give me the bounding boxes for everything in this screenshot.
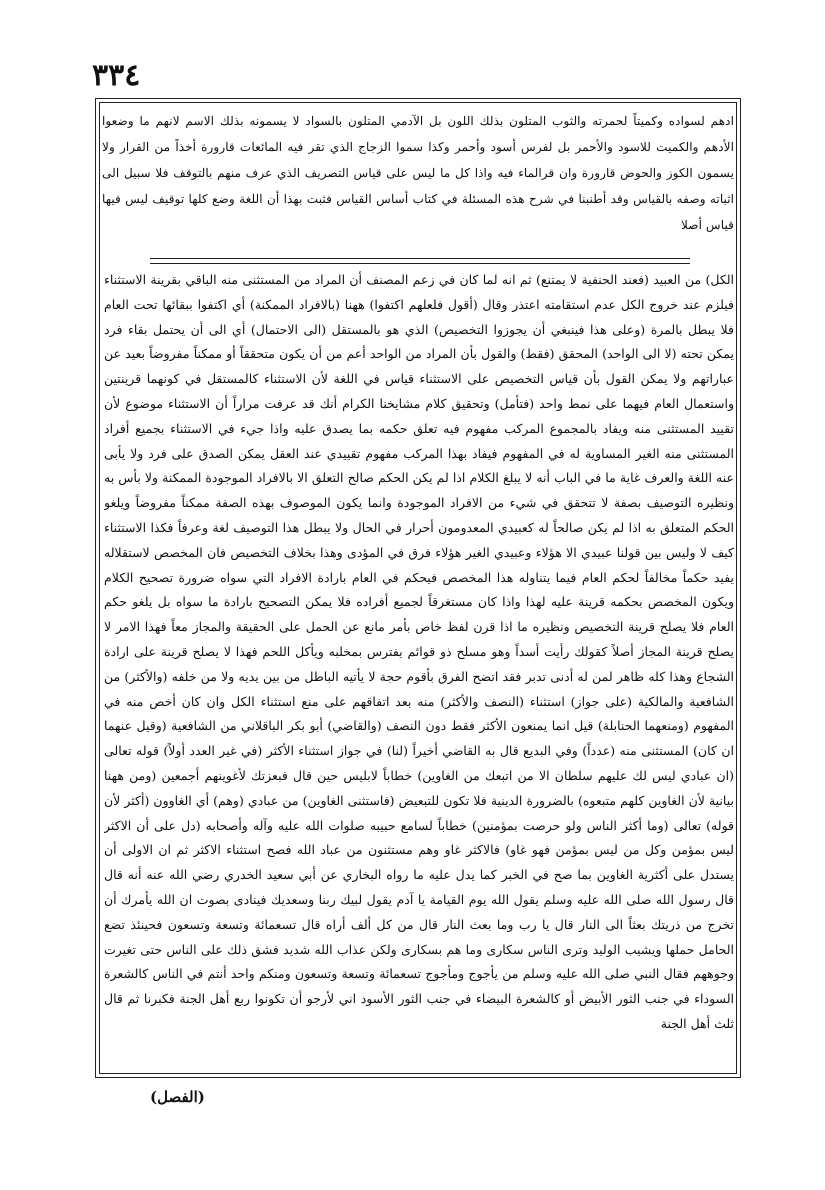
margin-commentary [102,108,734,248]
page-number: ٣٣٤ [92,58,141,93]
main-text: الكل) من العبيد (فعند الحنفية لا يمتنع) ثم انه لما كان في زعم المصنف أن المراد من المستثنى منه الباقي بقرينة الاستثناء فيلزم عند خروج الكل عدم استقامته اعتذر وقال (أقول فلعلهم اكتفوا) ههنا (بالافراد الممكنة) أي اكتفوا ببقائها تحت العام فلا يبطل بالمرة (وعلى هذا فينبغي أن يجوزوا التخصيص) الذي هو بالمستقل (الى الاحتمال) أي الى أن يحتمل بقاء فرد يمكن تحته (لا الى الواحد) المحقق (فقط) والقول بأن المراد من الواحد أعم من أن يكون متحققاً أو ممكناً مفروضاً بعيد عن عباراتهم ولا يمكن القول بأن قياس التخصيص على الاستثناء قياس في اللغة لأن الاستثناء كالمستقل في كونهما قرينتين واستعمال العام فيهما على نمط واحد (فتأمل) وتحقيق كلام مشايخنا الكرام أنك قد عرفت مراراً أن الاستثناء موضوع لأن تقييد المستثنى منه ويفاد بالمجموع المركب مفهوم فيه تعلق حكمه بما يصدق عليه واذا جيء في الاستثناء بجميع أفراد المستثنى منه الغير المساوية له في المفهوم فيفاد بهذا المركب مفهوم تقييدي عند العقل يمكن الصدق على فرد ولا يأبى عنه اللغة والعرف غاية ما في الباب أنه لا يبلغ الكلام اذا لم يكن الحكم صالح التعلق الا بالافراد الموجودة الممكنة ولا بأس به ونظيره التوصيف بصفة لا تتحقق في شيء من الافراد الموجودة وانما يكون الموصوف بهذه الصفة ممكناً مفروضاً ويلغو الحكم المتعلق به اذا لم يكن صالحاً له كعبيدي المعدومون أحرار في الحال ولا يبطل هذا التوصيف لغة وعرفاً فكذا الاستثناء كيف لا وليس بين قولنا عبيدي الا هؤلاء وعبيدي الغير هؤلاء فرق في المؤدى وهذا بخلاف التخصيص فان المخصص لاستقلاله يفيد حكماً مخالفاً لحكم العام فيما يتناوله هذا المخصص فيحكم في العام بارادة الافراد التي سواه ضرورة تصحيح الكلام ويكون المخصص بحكمه قرينة عليه لهذا واذا كان مستغرقاً لجميع أفراده فلا يمكن التصحيح بارادة ما سواه بل يلغو حكم العام فلا يصلح قرينة التخصيص ونظيره ما اذا قرن لفظ خاص بأمر مانع عن الحمل على الحقيقة والمجاز معاً فهذا الامر لا يصلح قرينة المجاز أصلاً كقولك رأيت أسداً وهو مسلح ذو قوائم يفترس بمخلبه ويأكل اللحم فهذا لا يصلح قرينة على ارادة الشجاع وهذا كله ظاهر لمن له أدنى تدبر فقد اتضح الفرق بأقوم حجة لا يأتيه الباطل من بين يديه ولا من خلفه (والأكثر) من الشافعية والمالكية (على جواز) استثناء (النصف والأكثر) منه بعد اتفاقهم على منع استثناء الكل وان كان أخص منه في المفهوم (ومنعهما الحنابلة) قيل انما يمنعون الأكثر فقط دون النصف (والقاضي) أبو بكر الباقلاني من الشافعية (وقيل عنهما ان كان) المستثنى منه (عدداً) وفي البديع قال به القاضي أخيراً (لنا) في جواز استثناء الأكثر (في غير العدد أولاً) قوله تعالى (ان عبادي ليس لك عليهم سلطان الا من اتبعك من الغاوين) خطاباً لابليس حين قال فبعزتك لأغوينهم أجمعين (ومن ههنا بيانية لأن الغاوين كلهم متبعوه) بالضرورة الدينية فلا تكون للتبعيض (فاستثنى الغاوين) من عبادي (وهم) أي الغاوون (أكثر لأن قوله) تعالى (وما أكثر الناس ولو حرصت بمؤمنين) خطاباً لسامع حبيبه صلوات الله عليه وآله وأصحابه (دل على أن الاكثر ليس بمؤمن وكل من ليس بمؤمن فهو غاو) فالاكثر غاو وهم مستثنون من عباد الله فصح استثناء الاكثر ثم ان الاولى أن يستدل على أكثرية الغاوين بما صح في الخبر كما يدل عليه ما رواه البخاري عن أبي سعيد الخدري رضي الله عنه أنه قال قال رسول الله صلى الله عليه وسلم يقول الله يوم القيامة يا آدم يقول لبيك ربنا وسعديك فينادى بصوت ان الله يأمرك أن تخرج من ذريتك بعثاً الى النار قال يا رب وما بعث النار قال من كل ألف أراه قال تسعمائة وتسعة وتسعون فحينئذ تضع الحامل حملها ويشيب الوليد وترى الناس سكارى وما هم بسكارى ولكن عذاب الله شديد فشق ذلك على الناس حتى تغيرت وجوههم فقال النبي صلى الله عليه وسلم من يأجوج ومأجوج تسعمائة وتسعة وتسعون ومنكم واحد أنتم في الناس كالشعرة السوداء في جنب الثور الأبيض أو كالشعرة البيضاء في جنب الثور الأسود اني لأرجو أن تكونوا ربع أهل الجنة فكبرنا ثم قال ثلث أهل الجنة [104,272,734,1031]
main-body [104,268,734,1068]
separator-rule [150,258,690,264]
catchword: (الفصل) [150,1088,205,1106]
margin-text: ادهم لسواده وكميتاً لحمرته والثوب المتلون بذلك اللون بل الآدمي المتلون بالسواد لا يسمونه بذلك الاسم لانهم ما وضعوا الأدهم والكميت للاسود والأحمر بل لفرس أسود وأحمر وكذا سموا الزجاج الذي تقر فيه المائعات قارورة أخذاً من القرار ولا يسمون الكوز والحوض قارورة وان قرالماء فيه واذا كل ما ليس على قياس التصريف الذي عرف منهم بالتوقف فلا سبيل الى اثباته وصفه بالقياس وقد أطنبنا في شرح هذه المسئلة في كتاب أساس القياس فثبت بهذا أن اللغة وضع كلها توقيف ليس فيها قياس أصلا [102,114,734,232]
